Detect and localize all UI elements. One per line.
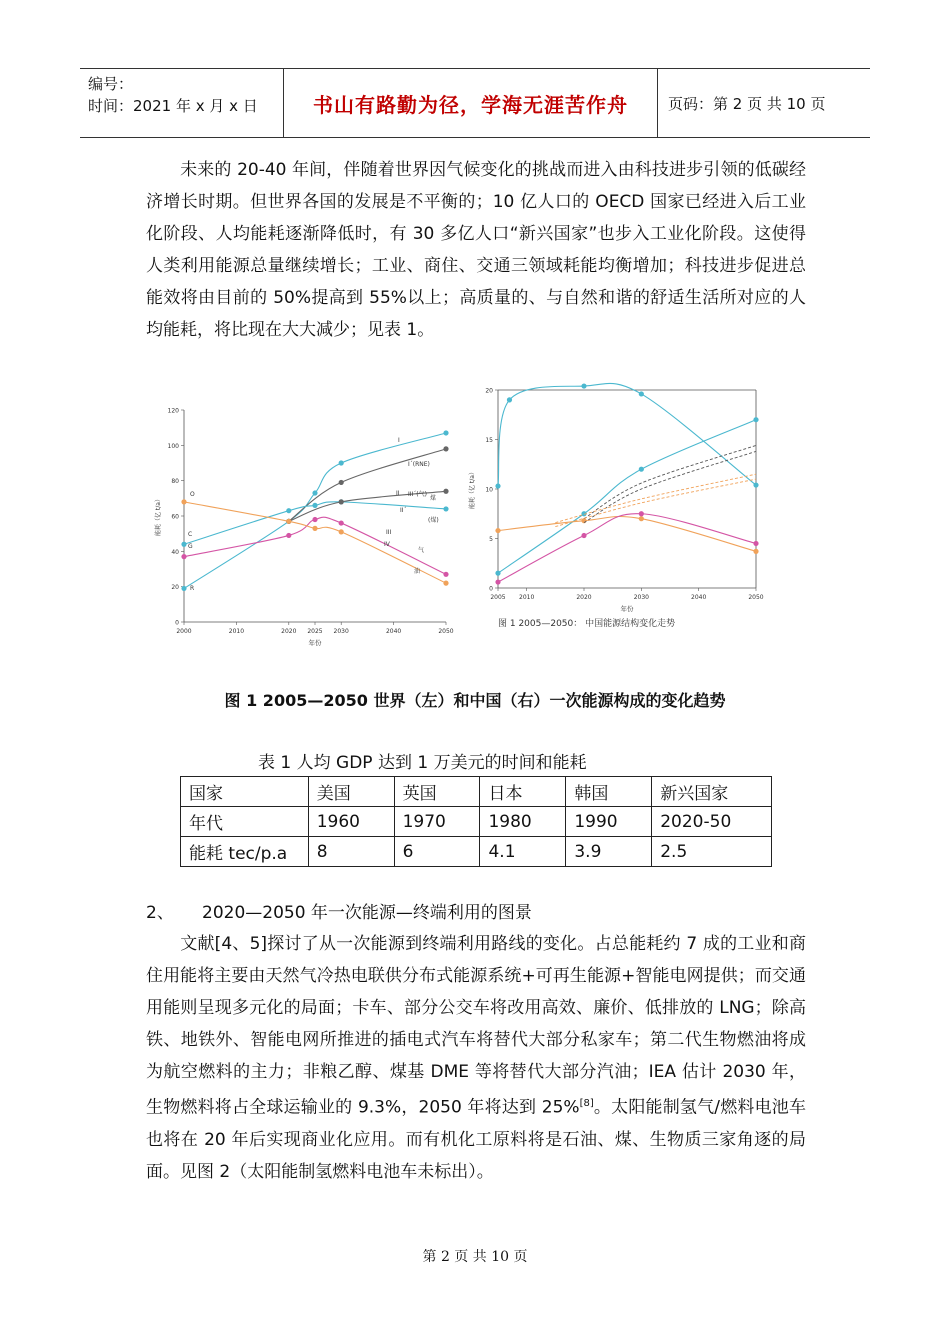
series-annotation: I — [398, 437, 400, 444]
data-point — [753, 541, 758, 546]
paragraph-2 — [146, 928, 806, 1188]
data-point — [181, 586, 186, 591]
section-number: 2、 — [146, 903, 174, 923]
table-cell: 能耗 tec/p.a — [181, 837, 309, 867]
series-line — [184, 502, 446, 544]
x-axis-title: 年份 — [308, 639, 322, 647]
data-point — [581, 533, 586, 538]
figure-caption: 图 1 2005—2050 世界（左）和中国（右）一次能源构成的变化趋势 — [224, 691, 726, 710]
y-tick-label: 120 — [167, 407, 179, 415]
data-point — [581, 383, 586, 388]
projection-line — [584, 451, 756, 522]
table-cell: 1960 — [308, 807, 394, 837]
table-cell: 3.9 — [566, 837, 652, 867]
page-footer: 第 2 页 共 10 页 — [422, 1249, 528, 1265]
paragraph-2-text-a: 文献[4、5]探讨了从一次能源到终端利用路线的变化。占总能耗约 7 成的工业和商住用能将主要由天然气冷热电联供分布式能源系统+可再生能源+智能电网提供；而交通用能则呈现多元化的局面；卡车、部分公交车将改用高效、廉价、低排放的 LNG；除高铁、地铁外、智能电网所推进的插电式汽车将替代大部分私家车；第二代生物燃油将成为航空燃料的主力；非粮乙醇、煤基 DME 等将替代大部分汽油；IEA 估计 2030 年，生物燃料将占全球运输业的 9.3%，2050 年将达到 25% — [146, 934, 806, 1118]
y-axis-title: 能耗（亿 t/a） — [469, 469, 476, 509]
data-point — [339, 499, 344, 504]
data-point — [443, 489, 448, 494]
paragraph-2-text-b: 。太阳能制氢气/燃料电池车也将在 20 年后实现商业化应用。而有机化工原料将是石油、煤、生物质三家角逐的局面。见图 2（太阳能制氢燃料电池车未标出）。 — [146, 1097, 807, 1182]
intro-paragraph — [146, 154, 806, 346]
data-point — [181, 554, 186, 559]
table-cell: 8 — [308, 837, 394, 867]
series-annotation: III´(气) — [408, 491, 427, 498]
data-point — [495, 483, 500, 488]
table-cell: 年代 — [181, 807, 309, 837]
data-point — [507, 397, 512, 402]
series-annotation: IV — [384, 541, 390, 548]
data-point — [753, 482, 758, 487]
data-point — [495, 571, 500, 576]
y-tick-label: 10 — [485, 486, 493, 494]
series-annotation: 油 — [414, 568, 421, 575]
citation-ref: [8] — [579, 1098, 594, 1109]
table-cell: 韩国 — [566, 777, 652, 807]
data-point — [639, 516, 644, 521]
table-cell: 英国 — [394, 777, 480, 807]
series-line — [498, 420, 756, 573]
x-tick-label: 2030 — [633, 594, 649, 601]
data-point — [339, 480, 344, 485]
data-point — [181, 542, 186, 547]
data-point — [753, 549, 758, 554]
series-annotation: 煤 — [430, 495, 437, 502]
y-tick-label: 20 — [171, 584, 179, 592]
header-time: 时间：2021 年 x 月 x 日 — [88, 97, 258, 115]
series-annotation: I´(RNE) — [408, 461, 430, 468]
table-cell: 1970 — [394, 807, 480, 837]
data-point — [443, 446, 448, 451]
header-number: 编号： — [88, 75, 134, 93]
header-page-info: 页码：第 2 页 共 10 页 — [668, 94, 826, 113]
intro-paragraph-text: 未来的 20-40 年间，伴随着世界因气候变化的挑战而进入由科技进步引领的低碳经济增长时期。但世界各国的发展是不平衡的；10 亿人口的 OECD 国家已经进入后工业化阶段、人均能耗逐渐降低时，有 30 多亿人口“新兴国家”也步入工业化阶段。这使得人类利用能源总量继续增长；工业、商住、交通三领域耗能均衡增加；科技进步促进总能效将由目前的 50%提高到 55%以上；高质量的、与自然和谐的舒适生活所对应的人均能耗，将比现在大大减少；见表 1。 — [146, 160, 806, 340]
figure-1 — [155, 382, 780, 652]
data-point — [443, 430, 448, 435]
data-point — [339, 460, 344, 465]
x-tick-label: 2020 — [281, 628, 297, 635]
data-point — [443, 506, 448, 511]
page-header — [80, 68, 870, 138]
y-tick-label: 0 — [489, 585, 493, 593]
table-title: 表 1 人均 GDP 达到 1 万美元的时间和能耗 — [258, 753, 587, 773]
y-tick-label: 15 — [485, 437, 493, 444]
header-motto-cell — [284, 69, 658, 137]
y-tick-label: 20 — [485, 387, 493, 395]
data-point — [312, 503, 317, 508]
table-cell: 2.5 — [652, 837, 772, 867]
series-annotation: (煤) — [428, 517, 439, 524]
y-tick-label: 60 — [171, 513, 179, 521]
table-cell: 2020-50 — [652, 807, 772, 837]
table-cell: 新兴国家 — [652, 777, 772, 807]
header-left-cell — [80, 69, 284, 137]
y-tick-label: 5 — [489, 536, 493, 543]
table-cell: 国家 — [181, 777, 309, 807]
table-cell: 1990 — [566, 807, 652, 837]
data-point — [495, 579, 500, 584]
data-point — [286, 508, 291, 513]
series-line — [184, 517, 446, 574]
x-tick-label: 2010 — [519, 594, 535, 601]
data-point — [339, 529, 344, 534]
y-axis-title: 能耗（亿 t/a） — [155, 496, 162, 536]
x-tick-label: 2000 — [176, 628, 192, 635]
x-axis-title: 年份 — [620, 605, 634, 613]
table-cell: 6 — [394, 837, 480, 867]
series-annotation: II´ — [400, 507, 407, 514]
data-point — [181, 499, 186, 504]
data-point — [639, 467, 644, 472]
data-table — [180, 776, 772, 867]
series-annotation: C — [188, 531, 193, 538]
data-point — [312, 490, 317, 495]
data-point — [286, 533, 291, 538]
table-cell: 1980 — [480, 807, 566, 837]
series-annotation: G — [188, 543, 193, 550]
section-title: 2020—2050 年一次能源—终端利用的图景 — [202, 903, 532, 923]
table-cell: 日本 — [480, 777, 566, 807]
table-cell: 美国 — [308, 777, 394, 807]
header-motto: 书山有路勤为径，学海无涯苦作舟 — [313, 92, 628, 117]
table-cell: 4.1 — [480, 837, 566, 867]
data-point — [639, 391, 644, 396]
series-line — [498, 514, 756, 582]
data-point — [312, 526, 317, 531]
data-point — [443, 581, 448, 586]
x-tick-label: 2040 — [691, 594, 707, 601]
chart-caption: 图 1 2005—2050： 中国能源结构变化走势 — [498, 619, 676, 629]
x-tick-label: 2025 — [307, 628, 323, 635]
series-annotation: III — [386, 529, 392, 536]
series-annotation: O — [190, 491, 195, 498]
series-line — [184, 433, 446, 588]
section-heading — [146, 898, 532, 923]
y-tick-label: 0 — [175, 619, 179, 627]
series-line — [498, 383, 756, 486]
table-row — [181, 837, 772, 867]
x-tick-label: 2010 — [228, 628, 245, 635]
x-tick-label: 2005 — [490, 594, 506, 601]
projection-line — [584, 445, 756, 518]
figure-1-charts — [155, 382, 780, 652]
series-annotation: 气 — [418, 547, 425, 554]
y-tick-label: 100 — [167, 442, 179, 450]
x-tick-label: 2020 — [576, 594, 592, 601]
data-point — [312, 517, 317, 522]
y-tick-label: 40 — [171, 548, 179, 556]
table-row — [181, 807, 772, 837]
data-point — [286, 519, 291, 524]
series-annotation: R — [190, 585, 195, 592]
data-point — [639, 511, 644, 516]
series-annotation: II — [396, 490, 400, 497]
data-point — [495, 528, 500, 533]
table-row — [181, 777, 772, 807]
y-tick-label: 80 — [171, 478, 179, 486]
data-point — [443, 572, 448, 577]
x-tick-label: 2050 — [438, 628, 454, 635]
x-tick-label: 2040 — [385, 628, 402, 635]
x-tick-label: 2050 — [748, 594, 764, 601]
data-point — [753, 417, 758, 422]
data-point — [339, 520, 344, 525]
series-line — [184, 502, 446, 583]
x-tick-label: 2030 — [333, 628, 349, 635]
